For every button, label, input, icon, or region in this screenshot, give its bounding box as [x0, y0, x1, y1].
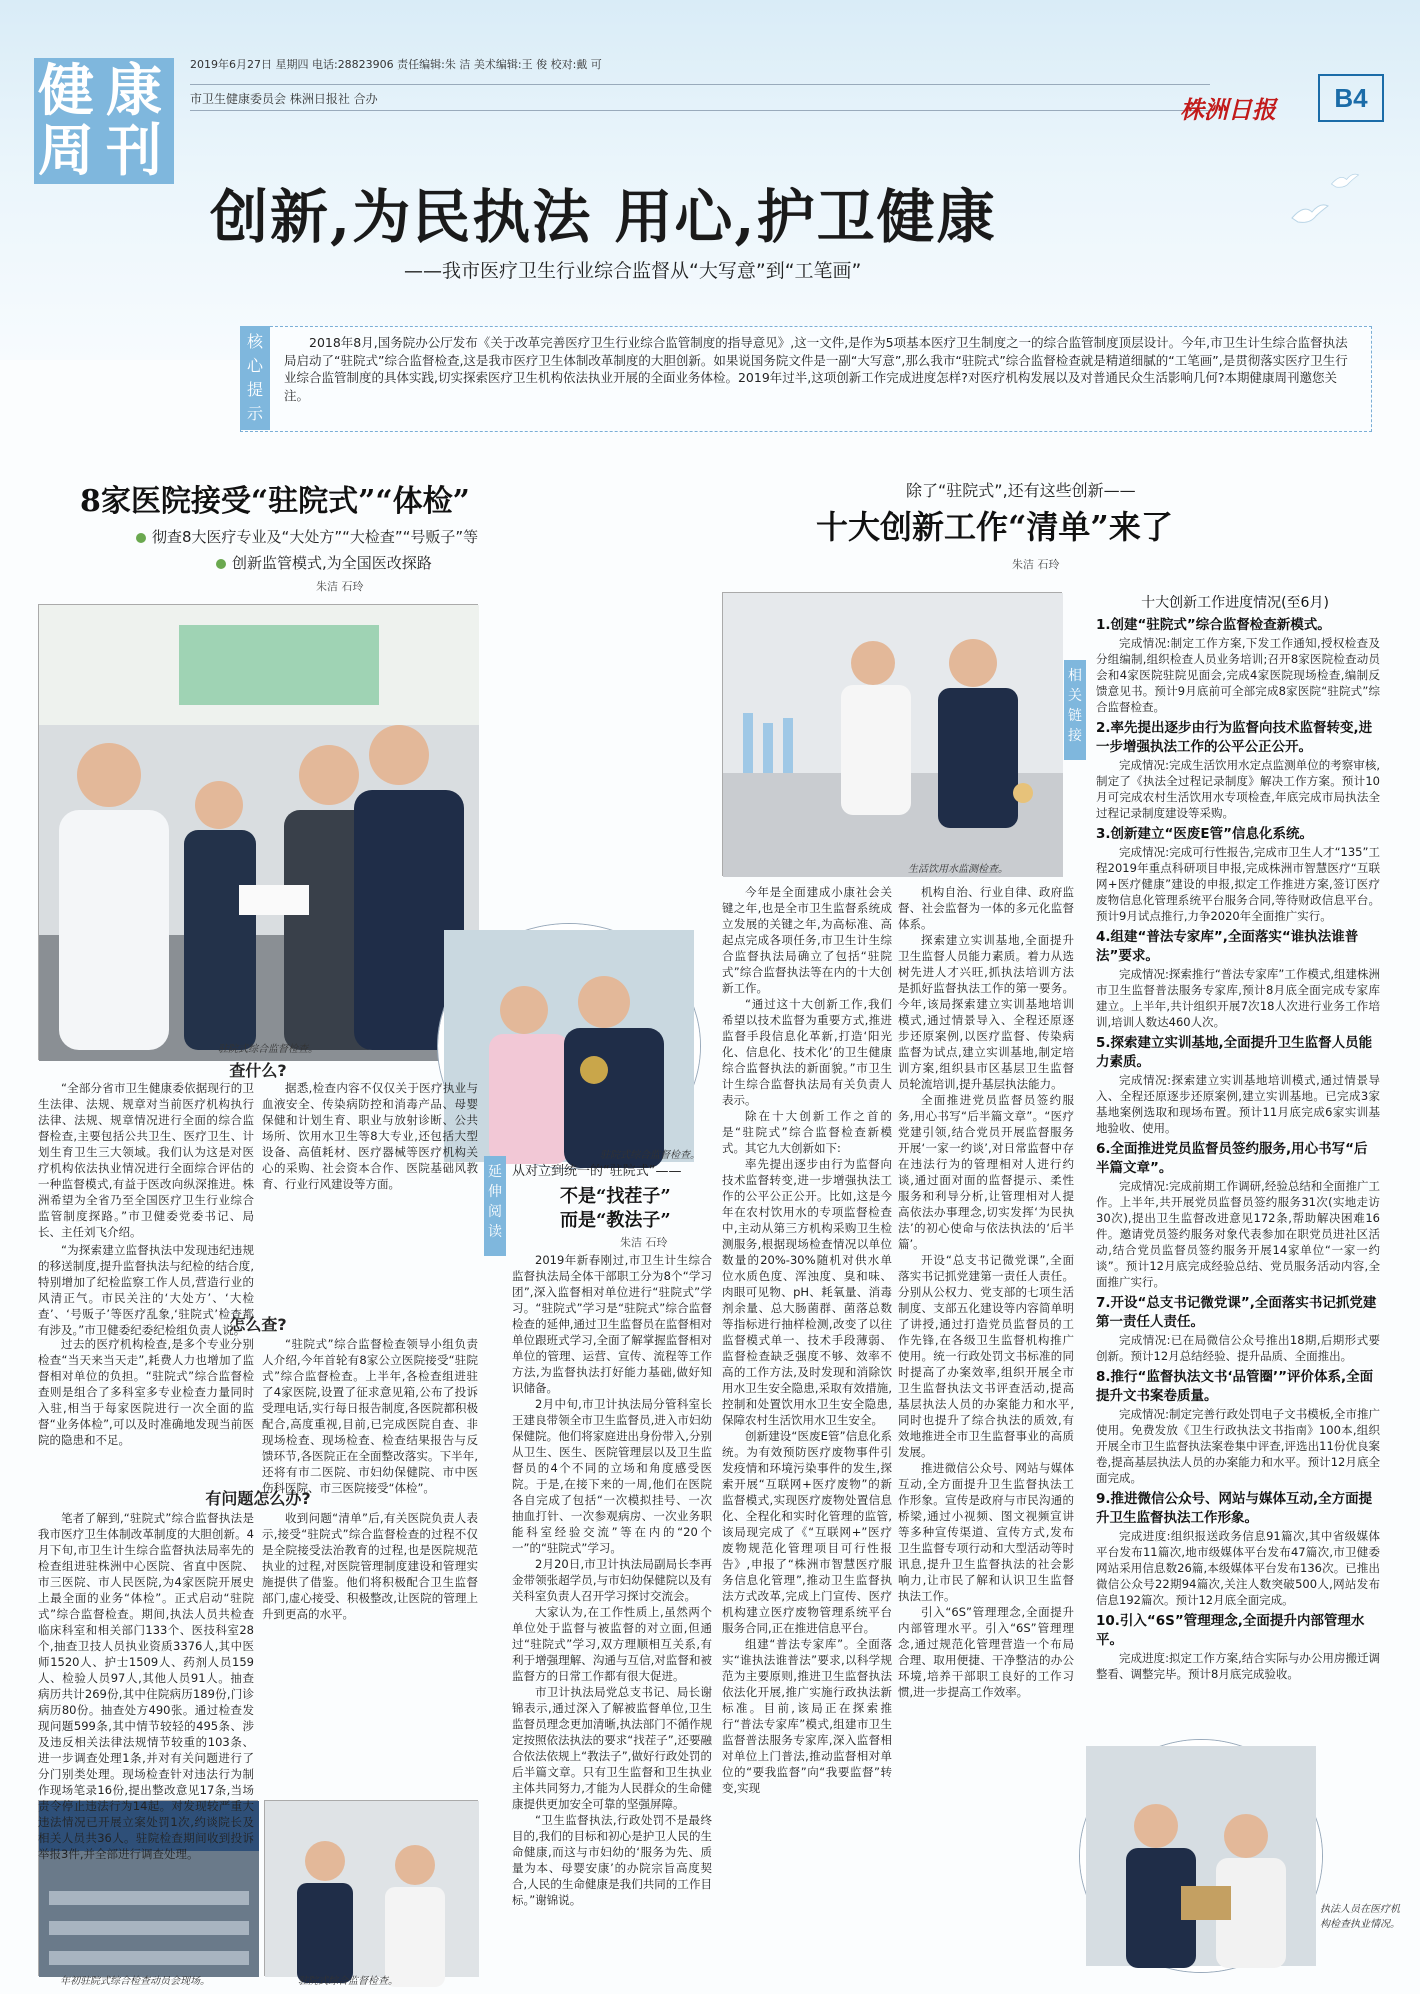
paragraph: 探索建立实训基地,全面提升卫生监督人员能力素质。着力从选树先进人才兴旺,抓执法培训方法是抓好监督执法工作的第一要务。今年,该局探索建立实训基地培训模式,通过情景导入、全程还原逐步还原案例,以医疗监督、传染病监督为试点,建立实训基地,制定培训方案,组织县市区基层卫生监督员轮流培训,提升基层执法能力。 [898, 933, 1074, 1091]
bullet-text: 创新监管模式,为全国医改探路 [232, 554, 432, 572]
middle-story-title: 十大创新工作“清单”来了 [816, 508, 1173, 546]
photo-circle-enforcement [1080, 1740, 1322, 1972]
progress-list-title: 十大创新工作进度情况(至6月) [1141, 595, 1329, 611]
newspaper-logo: 株洲日报 [1180, 95, 1276, 124]
sponsor-line: 市卫生健康委员会 株洲日报社 合办 [190, 92, 378, 106]
photo-caption: 驻院式综合监督检查。 [600, 1150, 700, 1161]
extended-title-line: 不是“找茬子” [560, 1186, 671, 1207]
progress-item [1096, 825, 1380, 924]
tag-char: 关 [1068, 688, 1082, 704]
dove-icon [1330, 170, 1360, 192]
paragraph: “通过这十大创新工作,我们希望以技术监督为重要方式,推进监督手段信息化革新,打造‘阳光化、信息化、技术化’的卫生健康综合监督执法的新面貌。”市卫生计生综合监督执法局有关负责人表示。 [722, 997, 892, 1107]
paragraph: 组建“普法专家库”。全面落实“谁执法谁普法”要求,以科学规范为主要原则,推进卫生监督执法依法化开展,推广实施行政执法新标准。目前,该局正在探索推行“普法专家库”模式,组建市卫生监督普法服务专家库,深入监督相对单位上门普法,推动监督相对单位的“要我监督”向“我要监督”转变,实现 [722, 1637, 892, 1795]
text-column [898, 884, 1074, 1984]
paragraph: “驻院式”综合监督检查领导小组负责人介绍,今年首轮有8家公立医院接受“驻院式”综合监督检查。上半年,各检查组进驻了4家医院,设置了征求意见箱,公布了投诉受理电话,实行每日报告制度,各医院都积极配合,高度重视,目前,已完成医院自查、非现场检查、现场检查、检查结果报告与反馈环节,各医院正在全面整改落实。下半年,还将有市二医院、市妇幼保健院、市中医伤科医院、市三医院接受“体检”。 [262, 1337, 478, 1495]
paragraph: 创新建设“医废E管”信息化系统。为有效预防医疗废物事件引发疫情和环境污染事件的发生,探索开展“互联网+医疗废物”的新监督模式,实现医疗废物处置信息化、全程化和实时化管理的监管,该局现完成了《“互联网+”医疗废物规范化管理项目可行性报告》,申报了“株洲市智慧医疗服务信息化管理”,推动卫生监督执法方式改革,完成上门宣传、医疗机构建立医疗废物管理系统平台服务合同,正在推进信息平台。 [722, 1429, 892, 1635]
progress-item [1096, 1294, 1380, 1364]
progress-item-body: 完成进度:拟定工作方案,结合实际与办公用房搬迁调整看、调整完毕。预计8月底完成验收。 [1096, 1651, 1380, 1681]
progress-item-body: 完成情况:完成前期工作调研,经验总结和全面推广工作。上半年,共开展党员监督员签约服务31次(实地走访30次),提出卫生监督改进意见172条,帮助解决困难16件。邀请党员签约服务对象代表参加在职党员进社区活动,结合党员监督员签约服务开展14家单位“一家一约谈”。预计12月底完成经验总结、党员服务活动内容,全面推广实行。 [1096, 1179, 1380, 1289]
paragraph: 2月20日,市卫计执法局副局长李再金带领张超学员,与市妇幼保健院以及有关科室负责人召开学习探讨交流会。 [512, 1557, 712, 1603]
paragraph: “全部分省市卫生健康委依据现行的卫生法律、法规、规章对当前医疗机构执行法律、法规、规章情况进行全面的综合监督检查,主要包括公共卫生、医疗卫生、计划生育卫生三大领域。我们认为这是对医疗机构依法执业情况进行全面综合评估的一种监督模式,有益于医改向纵深推进。株洲希望为全省乃至全国医疗卫生行业综合监管制度探路。”市卫健委党委书记、局长、主任刘飞介绍。 [38, 1081, 254, 1239]
divider [190, 84, 1210, 85]
progress-item-title: 2.率先提出逐步由行为监督向技术监督转变,进一步增强执法工作的公平公正公开。 [1096, 720, 1373, 755]
column-brand-block [34, 58, 174, 184]
left-story-title: 8家医院接受“驻院式”“体检” [80, 484, 470, 519]
extended-kicker: 从对立到统一的“驻院式”—— [512, 1164, 682, 1179]
dove-icon [1290, 200, 1330, 228]
paragraph: 率先提出逐步由行为监督向技术监督转变,进一步增强执法工作的公平公正公开。比如,这是今年在农村饮用水的专项监督检查中,主动从第三方机构采购卫生检测服务,根据现场检查情况以单位数量的20%-30%随机对供水单位水质色度、浑浊度、臭和味、肉眼可见物、pH、耗氧量、消毒剂余量、总大肠菌群、菌落总数等指标进行抽样检测,改变了以往监督模式单一、技术手段薄弱、监督检查缺乏强度不够、效率不高的工作方法,及时发现和消除饮用水卫生安全隐患,采取有效措施,控制和处置饮用水卫生安全隐患,保障农村生活饮用水卫生安全。 [722, 1157, 892, 1427]
paragraph: 开设“总支书记微党课”,全面落实书记抓党建第一责任人责任。分别从公权力、党支部的七项生活制度、支部五化建设等内容简单明了讲授,通过打造党员监督员的工作先锋,在各级卫生监督机构推广使用。统一行政处罚文书标准的同时提高了办案效率,组织开展全市卫生监督执法文书评查活动,提高基层执法人员的办案能力和水平,同时也提升了综合执法的质效,有效地推进全市卫生监督事业的高质发展。 [898, 1253, 1074, 1459]
tag-char: 延 [488, 1164, 502, 1180]
bullet-text: 彻查8大医疗专业及“大处方”“大检查”“号贩子”等 [152, 528, 479, 546]
text-column [38, 1336, 254, 1476]
paragraph: 市卫计执法局党总支书记、局长谢锦表示,通过深入了解被监督单位,卫生监督员理念更加清晰,执法部门不循作规定按照依法执法的要求“找茬子”,还要融合依法依规上“教法子”,做好行政处罚的后半篇文章。只有卫生监督和卫生执业主体共同努力,才能为人民群众的生命健康提供更加安全可靠的坚强屏障。 [512, 1685, 712, 1811]
photo-inspection-2 [264, 1800, 478, 1976]
intro-label-char: 核 [246, 332, 263, 351]
tag-char: 接 [1068, 728, 1082, 744]
tag-char: 链 [1068, 708, 1082, 724]
brand-char: 健 [38, 58, 94, 124]
intro-label [240, 326, 270, 430]
byline: 朱洁 石玲 [1012, 558, 1060, 571]
paragraph: 2月中旬,市卫计执法局分管科室长王建良带领全市卫生监督员,进入市妇幼保健院。他们将家庭进出身份带入,分别从卫生、医生、医院管理层以及卫生监督员的4个不同的立场和角度感受医院。于是,在接下来的一周,他们在医院各自完成了包括“一次模拟挂号、一次抽血打针、一次参观病房、一次业务职能科室经验交流”等在内的“20个一”的“驻院式”学习。 [512, 1397, 712, 1555]
paragraph: 据悉,检查内容不仅仅关于医疗执业与血液安全、传染病防控和消毒产品、母婴保健和计划生育、职业与放射诊断、公共场所、饮用水卫生等8大专业,还包括大型设备、高值耗材、医疗器械等医疗机构关心的采购、社会资本合作、医院基础风教育、行业行风建设等方面。 [262, 1081, 478, 1191]
progress-item [1096, 1612, 1380, 1682]
paragraph: 大家认为,在工作性质上,虽然两个单位处于监督与被监督的对立面,但通过“驻院式”学习,双方理顺相互关系,有利于增强理解、沟通与互信,对监督和被监督方的日常工作都有很大促进。 [512, 1605, 712, 1683]
progress-item [1096, 1490, 1380, 1608]
paragraph: 引入“6S”管理理念,全面提升内部管理水平。引入“6S”管理理念,通过规范化管理营造一个布局合理、取用便捷、干净整洁的办公环境,培养干部职工良好的工作习惯,进一步提高工作效率。 [898, 1605, 1074, 1699]
brand-char: 周 [38, 118, 94, 184]
progress-item-body: 完成情况:制定工作方案,下发工作通知,授权检查及分组编制,组织检查人员业务培训;召开8家医院检查动员会和4家医院驻院见面会,完成4家医院现场检查,编制反馈意见书。预计9月底前可全部完成8家医院“驻院式”综合监督检查。 [1096, 636, 1380, 714]
text-column [262, 1080, 478, 1300]
photo-caption: 年初驻院式综合检查动员会现场。 [60, 1976, 210, 1987]
progress-item [1096, 719, 1380, 821]
progress-item-title: 4.组建“普法专家库”,全面落实“谁执法谁普法”要求。 [1096, 929, 1359, 964]
tag-char: 相 [1068, 668, 1082, 684]
progress-item-title: 5.探索建立实训基地,全面提升卫生监督人员能力素质。 [1096, 1035, 1373, 1070]
progress-item-body: 完成情况:制定完善行政处罚电子文书模板,全市推广使用。免费发放《卫生行政执法文书指南》100本,组织开展全市卫生监督执法案卷集中评查,评选出11份优良案卷,提高基层执法人员的办案能力和水平。预计12月底全面完成。 [1096, 1407, 1380, 1485]
section-heading: 有问题怎么办? [205, 1489, 311, 1508]
progress-item-body: 完成情况:探索推行“普法专家库”工作模式,组建株洲市卫生监督普法服务专家库,预计8月底全面完成专家库建立。上半年,共计组织开展7次18人次进行业务工作培训,培训人数达460人次。 [1096, 967, 1380, 1029]
paragraph: 过去的医疗机构检查,是多个专业分别检查“当天来当天走”,耗费人力也增加了监督相对单位的负担。“驻院式”综合监督检查则是组合了多科室多专业检查力量同时入驻,相当于每家医院进行一次全面的监督“业务体检”,可以及时准确地发现当前医院的隐患和不足。 [38, 1337, 254, 1447]
page-headline: 创新,为民执法 用心,护卫健康 [210, 183, 997, 251]
progress-item-title: 7.开设“总支书记微党课”,全面落实书记抓党建第一责任人责任。 [1096, 1295, 1377, 1330]
photo-water-testing [722, 592, 1062, 876]
related-link-tag [1064, 660, 1086, 760]
photo-caption: 执法人员在医疗机构检查执业情况。 [1320, 1904, 1400, 1930]
progress-item-title: 6.全面推进党员监督员签约服务,用心书写“后半篇文章”。 [1096, 1141, 1368, 1176]
progress-item [1096, 928, 1380, 1030]
progress-item-title: 10.引入“6S”管理理念,全面提升内部管理水平。 [1096, 1613, 1365, 1648]
left-story-bullet [136, 526, 478, 547]
page-number: B4 [1318, 74, 1384, 122]
paragraph: 收到问题“清单”后,有关医院负责人表示,接受“驻院式”综合监督检查的过程不仅是全院接受法治教育的过程,也是医院规范执业的过程,对医院管理制度建设和管理实施提供了借鉴。他们将积极配合卫生监督部门,虚心接受、积极整改,让医院的管理上升到更高的水平。 [262, 1511, 478, 1621]
paragraph: “为探索建立监督执法中发现违纪违规的移送制度,提升监督执法与纪检的结合度,特别增加了纪检监察工作人员,营造行业的风清正气。市民关注的‘大处方’、‘大检查’、‘号贩子’等医疗乱象,‘驻院式’检查都有涉及。”市卫健委纪委纪检组负责人说。 [38, 1243, 254, 1337]
paragraph: 笔者了解到,“驻院式”综合监督执法是我市医疗卫生体制改革制度的大胆创新。4月下旬,市卫生计生综合监督执法局率先的检查组进驻株洲中心医院、省直中医院、市三医院、市人民医院,为4家医院开展史上最全面的业务“体检”。正式启动“驻院式”综合监督检查。期间,执法人员共检查临床科室和相关部门133个、医技科室28个,抽查卫技人员执业资质3376人,其中医师1520人、护士1509人、药剂人员159人、检验人员97人,其他人员91人。抽查病历共计269份,其中住院病历189份,门诊病历80份。抽查处方490张。通过检查发现问题599条,其中情节较轻的495条、涉及违反相关法律法规情节较重的103条、进一步调查处理1条,并对有关问题进行了分门别类处理。现场检查针对违法行为制作现场笔录16份,提出整改意见17条,当场责令停止违法行为14起。对发现较严重大违法情况已开展立案处罚1次,约谈院长及相关人员共36人。驻院检查期间收到投诉举报3件,并全部进行调查处理。 [38, 1511, 254, 1861]
progress-item-title: 9.推进微信公众号、网站与媒体互动,全方面提升卫生监督执法工作形象。 [1096, 1491, 1373, 1526]
brand-char: 刊 [106, 118, 162, 184]
text-column [262, 1510, 478, 1790]
tag-char: 读 [488, 1224, 502, 1240]
paragraph: 机构自治、行业自律、政府监督、社会监督为一体的多元化监督体系。 [898, 885, 1074, 931]
text-column [38, 1510, 254, 1861]
page-subheadline: ——我市医疗卫生行业综合监督从“大写意”到“工笔画” [404, 260, 862, 282]
progress-item [1096, 1140, 1380, 1290]
paragraph: “卫生监督执法,行政处罚不是最终目的,我们的目标和初心是护卫人民的生命健康,而这与市妇幼的‘服务为先、质量为本、母婴安康’的办院宗旨高度契合,人民的生命健康是我们共同的工作目标。”谢锦说。 [512, 1813, 712, 1907]
progress-item-body: 完成进度:组织报送政务信息91篇次,其中省级媒体平台发布11篇次,地市级媒体平台发布47篇次,市卫健委网站采用信息数26篇,本级媒体平台发布136次。已推出微信公众号22期94篇次,关注人数突破500人,网站发布信息192篇次。预计12月底全面完成。 [1096, 1529, 1380, 1607]
divider [190, 110, 1210, 111]
photo-caption: 生活饮用水监测检查。 [908, 864, 1008, 875]
progress-list [1096, 616, 1380, 1734]
progress-item [1096, 616, 1380, 715]
section-heading: 查什么? [229, 1061, 287, 1080]
paragraph: 推进微信公众号、网站与媒体互动,全方面提升卫生监督执法工作形象。宣传是政府与市民沟通的桥梁,通过小视频、图文视频宣讲等多种宣传渠道、宣传方式,发布卫生监督专项行动和大型活动等时讯息,提升卫生监督执法的社会影响力,让市民了解和认识卫生监督执法工作。 [898, 1461, 1074, 1603]
progress-item-title: 8.推行“监督执法文书‘品管圈’”评价体系,全面提升文书案卷质量。 [1096, 1369, 1374, 1404]
progress-item [1096, 1368, 1380, 1486]
photo-inspection-main [38, 604, 478, 1060]
text-column [722, 884, 892, 1984]
byline: 朱洁 石玲 [620, 1236, 668, 1249]
photo-caption: 驻院式综合监督检查。 [298, 1976, 398, 1987]
middle-story-kicker: 除了“驻院式”,还有这些创新—— [906, 481, 1136, 500]
left-story-bullet [216, 552, 432, 573]
extended-title-line: 而是“教法子” [560, 1210, 671, 1231]
text-column [38, 1080, 254, 1337]
progress-item-body: 完成情况:完成可行性报告,完成市卫生人才“135”工程2019年重点科研项目申报,完成株洲市智慧医疗“互联网+医疗健康”建设的申报,拟定工作推进方案,签订医疗废物信息化管理系统平台服务合同,等待财政信息平台。预计9月试点推行,力争2020年全面推广实行。 [1096, 845, 1380, 923]
tag-char: 伸 [488, 1184, 502, 1200]
progress-item-title: 1.创建“驻院式”综合监督检查新模式。 [1096, 617, 1331, 633]
progress-item [1096, 1034, 1380, 1136]
photo-caption: 驻院式综合监督检查。 [218, 1044, 318, 1055]
intro-label-char: 提 [246, 380, 263, 399]
progress-item-body: 完成情况:完成生活饮用水定点监测单位的考察审核,制定了《执法全过程记录制度》解决工作方案。预计10月可完成农村生活饮用水专项检查,年底完成市局执法全过程记录制度建设等采购。 [1096, 758, 1380, 820]
paragraph: 今年是全面建成小康社会关键之年,也是全市卫生监督系统成立发展的关键之年,为高标准、高起点完成各项任务,市卫生计生综合监督执法局确立了包括“驻院式”综合监督执法等在内的十大创新工作。 [722, 885, 892, 995]
tag-char: 阅 [488, 1204, 502, 1220]
progress-item-body: 完成情况:已在局微信公众号推出18期,后期形式要创新。预计12月总结经验、提升品质、全面推出。 [1096, 1333, 1380, 1363]
text-column [262, 1336, 478, 1495]
intro-label-char: 心 [246, 356, 263, 375]
byline: 朱洁 石玲 [316, 580, 364, 593]
paragraph: 2019年新春刚过,市卫生计生综合监督执法局全体干部职工分为8个“学习团”,深入监督相对单位进行“驻院式”学习。“驻院式”学习是“驻院式”综合监督检查的延伸,通过卫生监督员在监督相对单位跟班式学习,全面了解掌握监督相对单位的管理、运营、宣传、流程等工作方法,为监督执法打好能力基础,做好知识储备。 [512, 1253, 712, 1395]
progress-item-body: 完成情况:探索建立实训基地培训模式,通过情景导入、全程还原逐步还原案例,建立实训基地。已完成3家基地案例选取和现场布置。预计11月底完成6家实训基地验收、使用。 [1096, 1073, 1380, 1135]
section-heading: 怎么查? [229, 1315, 287, 1334]
intro-text: 2018年8月,国务院办公厅发布《关于改革完善医疗卫生行业综合监管制度的指导意见》,这一文件,是作为5项基本医疗卫生制度之一的综合监管制度顶层设计。今年,市卫生计生综合监督执法局启动了“驻院式”综合监督检查,这是我市医疗卫生体制改革制度的大胆创新。如果说国务院文件是一副“大写意”,那么我市“驻院式”综合监督检查就是精道细腻的“工笔画”,是贯彻落实医疗卫生行业综合监管制度的具体实践,切实探索医疗卫生机构依法执业开展的全面业务体检。2019年过半,这项创新工作完成进度怎样?对医疗机构发展以及对普通民众生活影响几何?本期健康周刊邀您关注。 [284, 335, 1348, 403]
brand-char: 康 [106, 58, 162, 124]
paragraph: 全面推进党员监督员签约服务,用心书写“后半篇文章”。“医疗党建引领,结合党员开展监督服务开展‘一家一约谈’,对日常监督中存在违法行为的管理相对人进行约谈,通过面对面的监督提示、柔性服务和利导分析,让管理相对人提高依法办事理念,切实发挥‘为民执法’的初心使命与依法执法的‘后半篇’。 [898, 1093, 1074, 1251]
extended-reading-tag [484, 1156, 506, 1256]
paragraph: 除在十大创新工作之首的是“驻院式”综合监督检查新模式。其它九大创新如下: [722, 1109, 892, 1155]
progress-item-title: 3.创新建立“医废E管”信息化系统。 [1096, 826, 1313, 842]
text-column [512, 1252, 712, 1982]
intro-label-char: 示 [246, 404, 263, 423]
date-line: 2019年6月27日 星期四 电话:28823906 责任编辑:朱 洁 美术编辑:王 俊 校对:戴 可 [190, 58, 602, 71]
